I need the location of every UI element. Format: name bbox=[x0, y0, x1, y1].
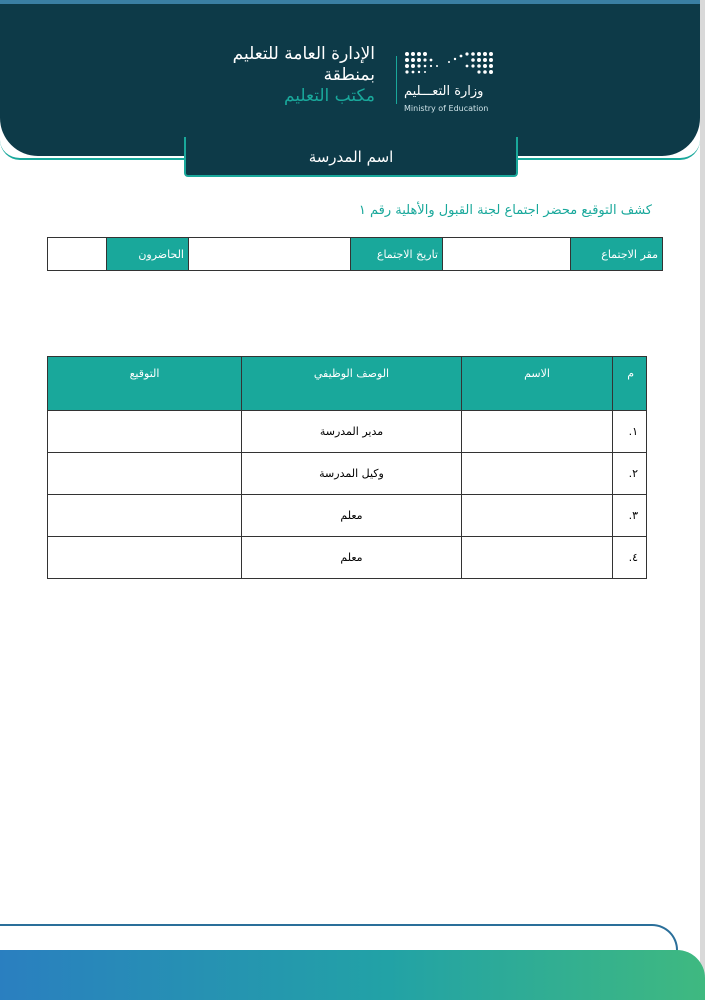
row-name-cell[interactable] bbox=[462, 411, 613, 453]
signature-table bbox=[47, 356, 647, 579]
row-number: ٤. bbox=[613, 537, 647, 579]
footer-band bbox=[0, 950, 705, 1000]
row-name-cell[interactable] bbox=[462, 495, 613, 537]
meeting-date-field[interactable] bbox=[189, 238, 351, 271]
header-name: الاسم bbox=[462, 357, 613, 411]
logo-divider bbox=[396, 56, 397, 104]
administration-text bbox=[233, 44, 375, 107]
row-signature-cell[interactable] bbox=[48, 411, 242, 453]
row-name-cell[interactable] bbox=[462, 453, 613, 495]
ministry-logo-icon bbox=[404, 50, 494, 80]
row-number: ١. bbox=[613, 411, 647, 453]
header-job: الوصف الوظيفي bbox=[242, 357, 462, 411]
header-signature: التوقيع bbox=[48, 357, 242, 411]
admin-line-2: بمنطقة bbox=[323, 65, 375, 85]
table-row bbox=[48, 537, 647, 579]
meeting-location-field[interactable] bbox=[443, 238, 571, 271]
ministry-logo-arabic: وزارة التعـــليم bbox=[404, 84, 484, 99]
row-signature-cell[interactable] bbox=[48, 537, 242, 579]
meeting-info-table bbox=[47, 237, 663, 271]
row-name-cell[interactable] bbox=[462, 537, 613, 579]
meeting-location-label: مقر الاجتماع bbox=[571, 238, 663, 271]
row-number: ٢. bbox=[613, 453, 647, 495]
attendees-field[interactable] bbox=[48, 238, 107, 271]
row-job: معلم bbox=[242, 537, 462, 579]
row-signature-cell[interactable] bbox=[48, 453, 242, 495]
header-number: م bbox=[613, 357, 647, 411]
meeting-date-label: تاريخ الاجتماع bbox=[351, 238, 443, 271]
table-header-row bbox=[48, 357, 647, 411]
row-job: مدير المدرسة bbox=[242, 411, 462, 453]
table-row bbox=[48, 453, 647, 495]
row-signature-cell[interactable] bbox=[48, 495, 242, 537]
page-edge bbox=[700, 0, 705, 1000]
office-name: مكتب التعليم bbox=[283, 86, 375, 106]
table-row bbox=[48, 411, 647, 453]
ministry-logo-english: Ministry of Education bbox=[404, 104, 489, 113]
table-row bbox=[48, 495, 647, 537]
school-name-tab: اسم المدرسة bbox=[184, 137, 518, 177]
row-job: وكيل المدرسة bbox=[242, 453, 462, 495]
attendees-label: الحاضرون bbox=[107, 238, 189, 271]
row-number: ٣. bbox=[613, 495, 647, 537]
document-title: كشف التوقيع محضر اجتماع لجنة القبول والأهلية رقم ١ bbox=[358, 203, 652, 218]
admin-line-1: الإدارة العامة للتعليم bbox=[232, 44, 375, 64]
row-job: معلم bbox=[242, 495, 462, 537]
